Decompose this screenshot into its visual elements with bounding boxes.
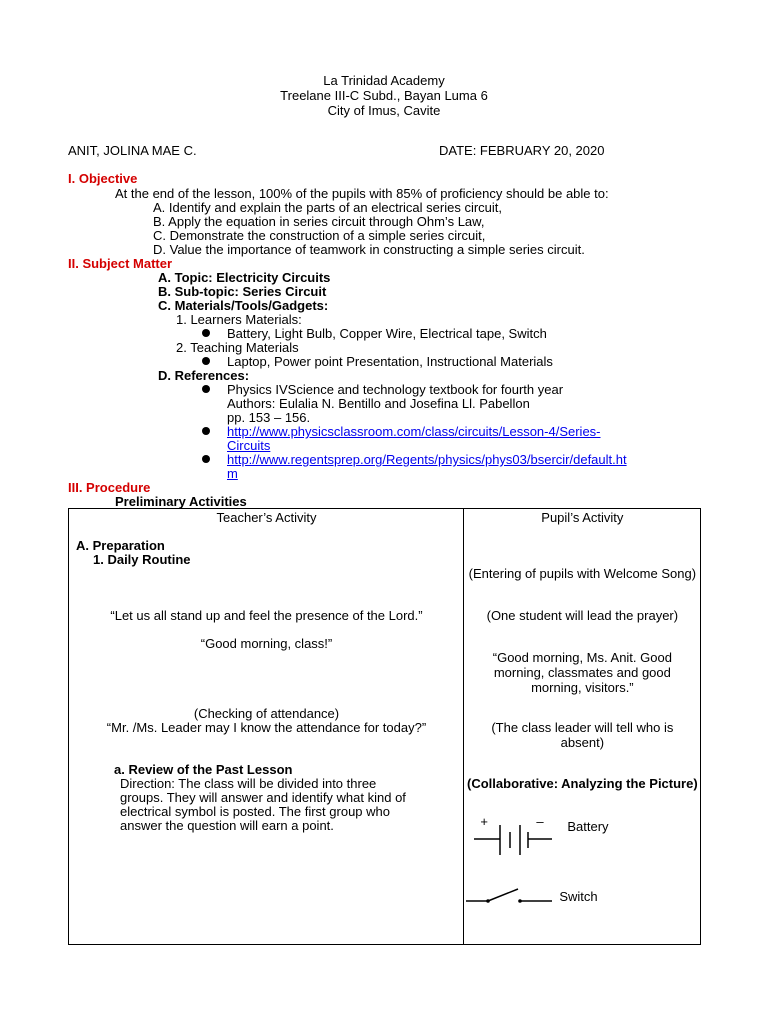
objective-item-c: C. Demonstrate the construction of a simple series circuit, (153, 228, 486, 243)
teacher-attendance-question: “Mr. /Ms. Leader may I know the attendance for today?” (106, 720, 427, 735)
subtopic: B. Sub-topic: Series Circuit (158, 284, 327, 299)
reference-link-physicsclassroom[interactable]: http://www.physicsclassroom.com/class/circuits/Lesson-4/Series- (227, 424, 601, 439)
battery-minus-sign: – (536, 814, 544, 829)
activity-table (68, 508, 701, 945)
teaching-materials-label: 2. Teaching Materials (176, 340, 299, 355)
objective-heading: I. Objective (68, 171, 138, 186)
reference-authors: Authors: Eulalia N. Bentillo and Josefina Ll. Pabellon (227, 396, 530, 411)
pupil-entering: (Entering of pupils with Welcome Song) (468, 566, 697, 581)
pupil-activity-column (464, 509, 701, 945)
reference-link-regentsprep-cont[interactable]: m (227, 466, 238, 481)
reference-link-regentsprep[interactable]: http://www.regentsprep.org/Regents/physics/phys03/bsercir/default.ht (227, 452, 627, 467)
bullet-icon (202, 385, 210, 393)
objective-item-d: D. Value the importance of teamwork in constructing a simple series circuit. (153, 242, 585, 257)
bullet-icon (202, 455, 210, 463)
subject-matter-heading: II. Subject Matter (68, 256, 173, 271)
objective-item-a: A. Identify and explain the parts of an electrical series circuit, (153, 200, 503, 215)
objective-intro: At the end of the lesson, 100% of the pupils with 85% of proficiency should be able to: (115, 186, 609, 201)
bullet-icon (202, 357, 210, 365)
lesson-date: DATE: FEBRUARY 20, 2020 (439, 143, 605, 158)
school-name: La Trinidad Academy (323, 73, 445, 88)
pupil-activity-header: Pupil’s Activity (541, 510, 624, 525)
reference-link-physicsclassroom-cont[interactable]: Circuits (227, 438, 271, 453)
pupil-prayer: (One student will lead the prayer) (486, 608, 679, 623)
bullet-icon (202, 427, 210, 435)
references-heading: D. References: (158, 368, 250, 383)
review-direction-line1: Direction: The class will be divided into three (120, 776, 377, 791)
objective-item-b: B. Apply the equation in series circuit through Ohm’s Law, (153, 214, 485, 229)
teacher-name: ANIT, JOLINA MAE C. (68, 143, 197, 158)
reference-book: Physics IVScience and technology textbook for fourth year (227, 382, 564, 397)
procedure-heading: III. Procedure (68, 480, 151, 495)
preliminary-activities: Preliminary Activities (115, 494, 247, 509)
pupil-greeting: “Good morning, Ms. Anit. Good morning, classmates and good morning, visitors.” (492, 650, 672, 695)
battery-symbol-icon (474, 819, 554, 861)
school-address-line2: City of Imus, Cavite (327, 103, 441, 118)
teacher-activity-column (69, 509, 464, 945)
pupil-leader-response: (The class leader will tell who is absent) (491, 720, 674, 750)
learners-materials-label: 1. Learners Materials: (176, 312, 302, 327)
switch-label: Switch (559, 889, 598, 904)
battery-plus-sign: + (480, 814, 488, 829)
pupil-collaborative: (Collaborative: Analyzing the Picture) (467, 776, 698, 791)
switch-symbol-icon (466, 887, 554, 907)
daily-routine-heading: 1. Daily Routine (93, 552, 191, 567)
preparation-heading: A. Preparation (76, 538, 165, 553)
teacher-prayer-line: “Let us all stand up and feel the presence of the Lord.” (110, 608, 423, 623)
teacher-activity-header: Teacher’s Activity (216, 510, 317, 525)
review-direction-line4: answer the question will earn a point. (120, 818, 334, 833)
review-heading: a. Review of the Past Lesson (114, 762, 293, 777)
learners-materials-items: Battery, Light Bulb, Copper Wire, Electrical tape, Switch (227, 326, 547, 341)
battery-label: Battery (567, 819, 609, 834)
topic: A. Topic: Electricity Circuits (158, 270, 331, 285)
reference-pages: pp. 153 – 156. (227, 410, 311, 425)
materials-heading: C. Materials/Tools/Gadgets: (158, 298, 329, 313)
bullet-icon (202, 329, 210, 337)
teacher-greeting: “Good morning, class!” (200, 636, 333, 651)
school-address-line1: Treelane III-C Subd., Bayan Luma 6 (280, 88, 488, 103)
teaching-materials-items: Laptop, Power point Presentation, Instructional Materials (227, 354, 553, 369)
review-direction-line3: electrical symbol is posted. The first group who (120, 804, 390, 819)
review-direction-line2: groups. They will answer and identify what kind of (120, 790, 406, 805)
teacher-checking-attendance: (Checking of attendance) (193, 706, 340, 721)
